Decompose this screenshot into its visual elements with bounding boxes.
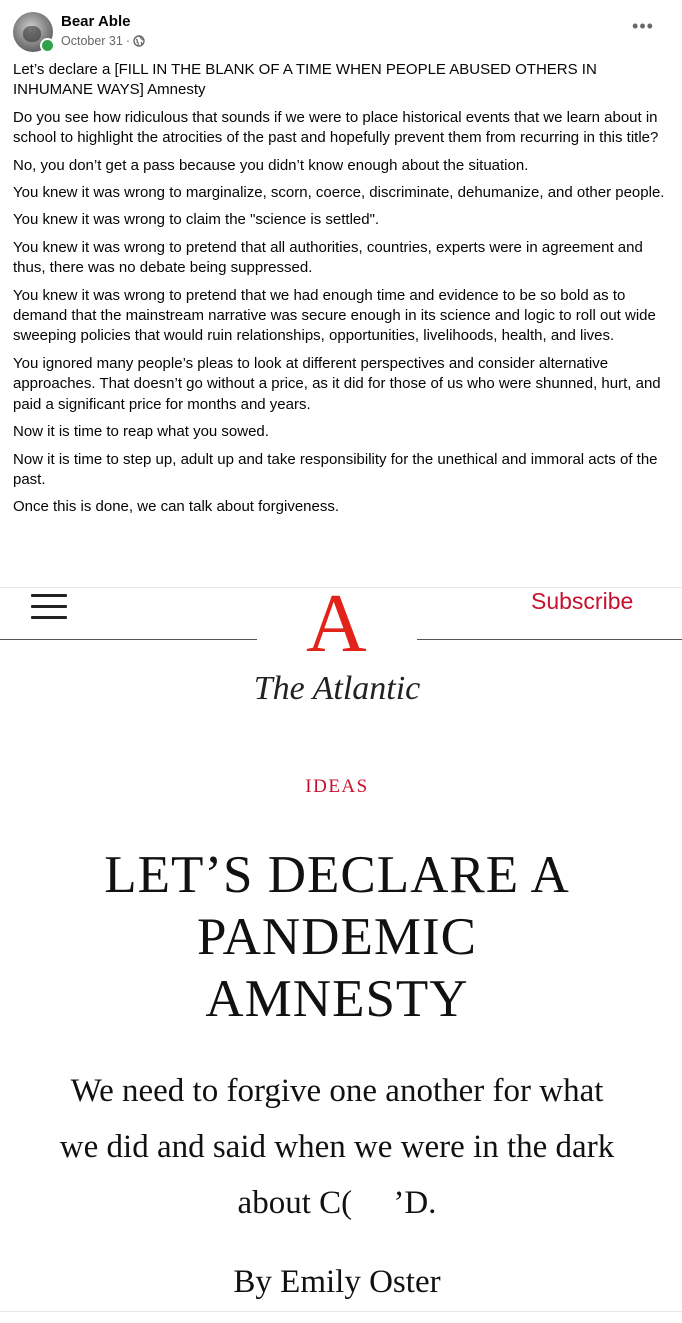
online-status-indicator	[40, 38, 55, 53]
meta-separator: ·	[125, 34, 131, 48]
deck-line: We need to forgive one another for what	[70, 1073, 604, 1109]
masthead-rule-right	[417, 639, 682, 640]
article-bottom-rule	[0, 1311, 682, 1312]
post-meta	[61, 34, 145, 48]
headline-line: AMNESTY	[205, 970, 469, 1028]
post-header	[0, 0, 682, 60]
post-paragraph: Now it is time to step up, adult up and take responsibility for the unethical and immoral acts of the past.	[13, 450, 658, 488]
post-paragraph: You ignored many people’s pleas to look at different perspectives and consider alternative approaches. That doesn’t go without a price, as it did for those of us who were shunned, hurt, and paid a significant price for months and years.	[13, 354, 661, 413]
shared-article-screenshot[interactable]	[0, 577, 682, 1323]
subscribe-label: Subscribe	[531, 588, 634, 614]
post-paragraph: Now it is time to reap what you sowed.	[13, 423, 269, 441]
article-byline: By Emily Oster	[233, 1264, 441, 1300]
post-body	[13, 60, 665, 525]
more-options-button[interactable]	[628, 16, 658, 40]
post-date[interactable]: October 31	[61, 34, 123, 48]
hamburger-icon	[31, 592, 67, 620]
post-paragraph: Do you see how ridiculous that sounds if we were to place historical events that we learn about in school to highlight the atrocities of the past and hopefully prevent them from recurring in this title?	[13, 108, 659, 147]
globe-icon	[133, 35, 145, 47]
headline-line: PANDEMIC	[197, 908, 477, 966]
post-paragraph: No, you don’t get a pass because you didn’t know enough about the situation.	[13, 156, 529, 174]
masthead-rule-left	[0, 639, 257, 640]
headline-line: LET’S DECLARE A	[104, 846, 570, 904]
post-paragraph: You knew it was wrong to pretend that all authorities, countries, experts were in agreement and thus, there was no debate being suppressed.	[13, 238, 643, 277]
article-headline	[0, 844, 674, 1030]
author-name[interactable]: Bear Able	[61, 13, 131, 30]
article-deck	[0, 1063, 674, 1231]
atlantic-logo-letter: A	[306, 577, 367, 670]
post-paragraph: Let’s declare a [FILL IN THE BLANK OF A TIME WHEN PEOPLE ABUSED OTHERS IN INHUMANE WAYS] Amnesty	[13, 61, 597, 99]
post-paragraph: You knew it was wrong to claim the "science is settled".	[13, 211, 380, 229]
post-paragraph: Once this is done, we can talk about forgiveness.	[13, 498, 340, 516]
deck-line: about C( ’D.	[237, 1185, 437, 1221]
section-label: IDEAS	[305, 776, 369, 797]
publication-name: The Atlantic	[253, 670, 421, 707]
post-paragraph: You knew it was wrong to pretend that we had enough time and evidence to be so bold as to demand that the mainstream narrative was secure enough in its science and logic to roll out wide sweeping policies that would ruin relationships, opportunities, livelihoods, health, and lives.	[13, 286, 656, 345]
ellipsis-icon: •••	[632, 16, 654, 36]
post-paragraph: You knew it was wrong to marginalize, scorn, coerce, discriminate, dehumanize, and other people.	[13, 184, 665, 202]
deck-line: we did and said when we were in the dark	[59, 1129, 615, 1165]
